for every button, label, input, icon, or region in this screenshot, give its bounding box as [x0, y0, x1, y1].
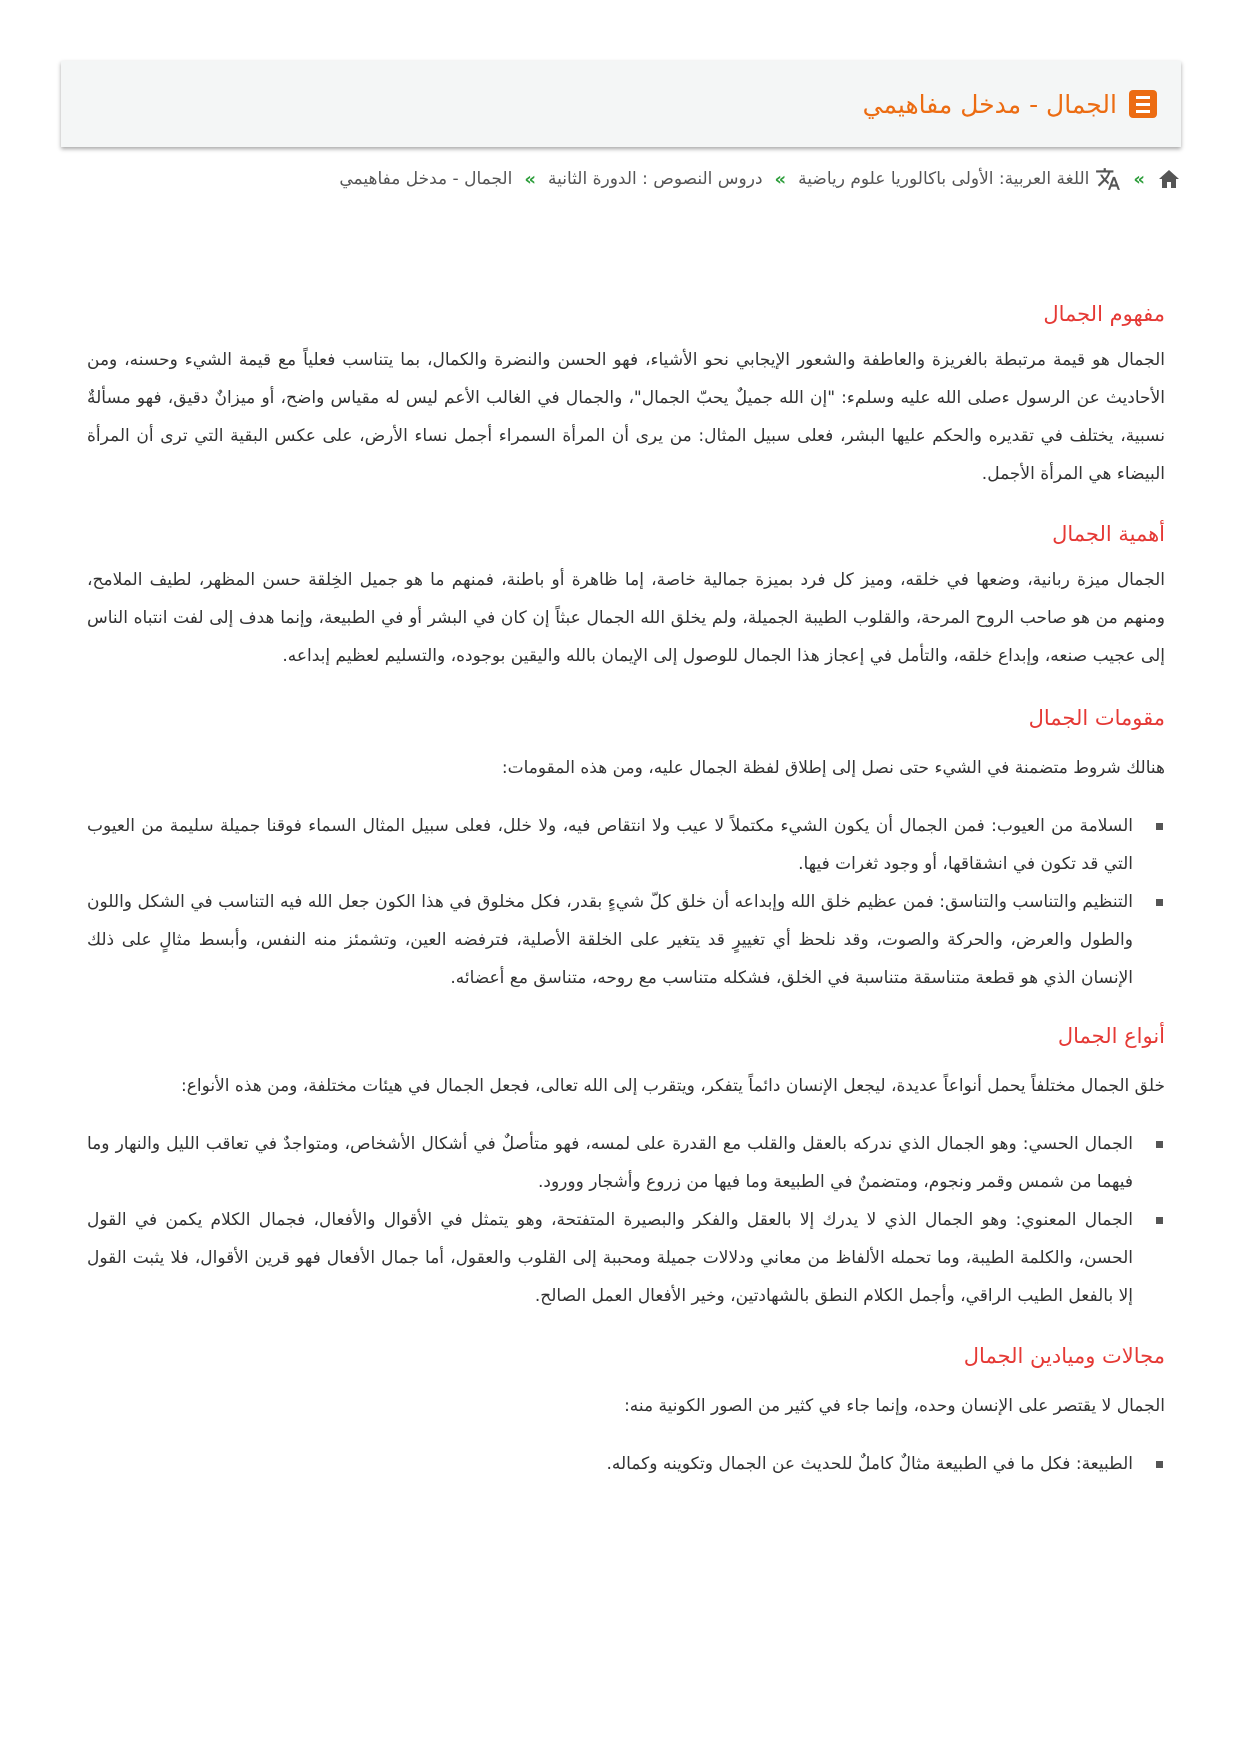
bullet-list — [87, 1125, 1165, 1315]
list-item — [87, 883, 1165, 997]
bullet-list — [87, 807, 1165, 997]
document-icon — [1129, 90, 1157, 118]
page-header — [61, 61, 1181, 147]
bullet-icon — [1156, 1217, 1163, 1224]
breadcrumb-item-subject[interactable]: اللغة العربية: الأولى باكالوريا علوم رياضية — [798, 169, 1090, 189]
section-components — [87, 699, 1165, 997]
section-types — [87, 1017, 1165, 1315]
section-paragraph: الجمال هو قيمة مرتبطة بالغريزة والعاطفة والشعور الإيجابي نحو الأشياء، فهو الحسن والنضرة والكمال، بما يتناسب فعلياً مع قيمة الشيء وحسنه، ومن الأحاديث عن الرسول ءصلى الله عليه وسلمء: "إن الله جميلٌ يحبّ الجمال"، والجمال في الغالب الأعم ليس له مقياس واضح، أو ميزانٌ دقيق، فهو مسألةٌ نسبية، يختلف في تقديره والحكم عليها البشر، فعلى سبيل المثال: من يرى أن المرأة السمراء أجمل نساء الأرض، على عكس البقية التي ترى أن المرأة البيضاء هي المرأة الأجمل. — [87, 350, 1165, 484]
list-item-text: الجمال المعنوي: وهو الجمال الذي لا يدرك إلا بالعقل والفكر والبصيرة المتفتحة، وهو يتمثل في الأقوال والأفعال، فجمال الكلام يكمن في القول الحسن، والكلمة الطيبة، وما تحمله الألفاظ من معاني ودلالات جميلة ومحببة إلى القلوب والعقول، أما جمال الأفعال فهو قرين الأقوال، فلا يثبت القول إلا بالفعل الطيب الراقي، وأجمل الكلام النطق بالشهادتين، وخير الأفعال العمل الصالح. — [87, 1210, 1133, 1306]
section-paragraph: الجمال ميزة ربانية، وضعها في خلقه، وميز كل فرد بميزة جمالية خاصة، إما ظاهرة أو باطنة، فمنهم ما هو جميل الخِلقة حسن المظهر، لطيف الملامح، ومنهم من هو صاحب الروح المرحة، والقلوب الطيبة الجميلة، ولم يخلق الله الجمال عبثاً إن كان في البشر أو في الطبيعة، وإنما هدف إلى لفت انتباه الناس إلى عجيب صنعه، وإبداع خلقه، والتأمل في إعجاز هذا الجمال للوصول إلى الإيمان بالله واليقين بوجوده، والتسليم لعظيم إبداعه. — [87, 570, 1165, 666]
section-heading: أنواع الجمال — [1057, 1024, 1165, 1048]
article-content — [87, 295, 1165, 1483]
bullet-list — [87, 1445, 1165, 1483]
list-item — [87, 1445, 1165, 1483]
section-heading: مفهوم الجمال — [1043, 302, 1165, 326]
section-paragraph: هنالك شروط متضمنة في الشيء حتى نصل إلى إطلاق لفظة الجمال عليه، ومن هذه المقومات: — [501, 758, 1165, 778]
section-heading: أهمية الجمال — [1052, 522, 1165, 546]
section-heading: مقومات الجمال — [1028, 706, 1165, 730]
breadcrumb-item-category[interactable]: دروس النصوص : الدورة الثانية — [547, 169, 763, 189]
list-item-text: التنظيم والتناسب والتناسق: فمن عظيم خلق الله وإبداعه أن خلق كلّ شيءٍ بقدر، فكل مخلوق في هذا الكون جعل الله فيه التناسب في الشكل واللون والطول والعرض، والحركة والصوت، وقد نلحظ أي تغييرٍ قد يتغير على الخلقة الأصلية، فترفضه العين، وتشمئز منه النفس، وأبسط مثالٍ على ذلك الإنسان الذي هو قطعة متناسقة متناسبة في الخلق، فشكله متناسب مع روحه، متناسق مع أعضائه. — [87, 892, 1133, 988]
section-paragraph: الجمال لا يقتصر على الإنسان وحده، وإنما جاء في كثير من الصور الكونية منه: — [624, 1396, 1165, 1416]
section-paragraph: خلق الجمال مختلفاً يحمل أنواعاً عديدة، ليجعل الإنسان دائماً يتفكر، ويتقرب إلى الله تعالى، فجعل الجمال في هيئات مختلفة، ومن هذه الأنواع: — [181, 1076, 1165, 1096]
translate-icon — [1095, 166, 1121, 192]
list-item — [87, 807, 1165, 883]
bullet-icon — [1156, 1141, 1163, 1148]
bullet-icon — [1156, 1461, 1163, 1468]
home-icon[interactable] — [1157, 167, 1181, 191]
breadcrumb — [339, 166, 1181, 192]
section-importance — [87, 515, 1165, 675]
breadcrumb-separator: » — [774, 168, 787, 190]
breadcrumb-item-current: الجمال - مدخل مفاهيمي — [339, 169, 513, 189]
list-item — [87, 1125, 1165, 1201]
section-heading: مجالات وميادين الجمال — [963, 1344, 1165, 1368]
bullet-icon — [1156, 823, 1163, 830]
bullet-icon — [1156, 899, 1163, 906]
page-title: الجمال - مدخل مفاهيمي — [862, 89, 1117, 119]
list-item-text: الطبيعة: فكل ما في الطبيعة مثالٌ كاملٌ للحديث عن الجمال وتكوينه وكماله. — [606, 1454, 1133, 1474]
breadcrumb-separator: » — [1133, 168, 1145, 190]
list-item-text: الجمال الحسي: وهو الجمال الذي ندركه بالعقل والقلب مع القدرة على لمسه، فهو متأصلٌ في أشكال الأشخاص، ومتواجدٌ في تعاقب الليل والنهار وما فيهما من شمس وقمر ونجوم، ومتضمنٌ في الطبيعة وما فيها من زروع وأشجار وورود. — [87, 1134, 1133, 1192]
list-item — [87, 1201, 1165, 1315]
list-item-text: السلامة من العيوب: فمن الجمال أن يكون الشيء مكتملاً لا عيب ولا انتقاص فيه، ولا خلل، فعلى سبيل المثال السماء فوقنا جميلة سليمة من العيوب التي قد تكون في انشقاقها، أو وجود ثغرات فيها. — [87, 816, 1133, 874]
section-concept — [87, 295, 1165, 493]
breadcrumb-separator: » — [524, 168, 536, 190]
section-fields — [87, 1337, 1165, 1483]
